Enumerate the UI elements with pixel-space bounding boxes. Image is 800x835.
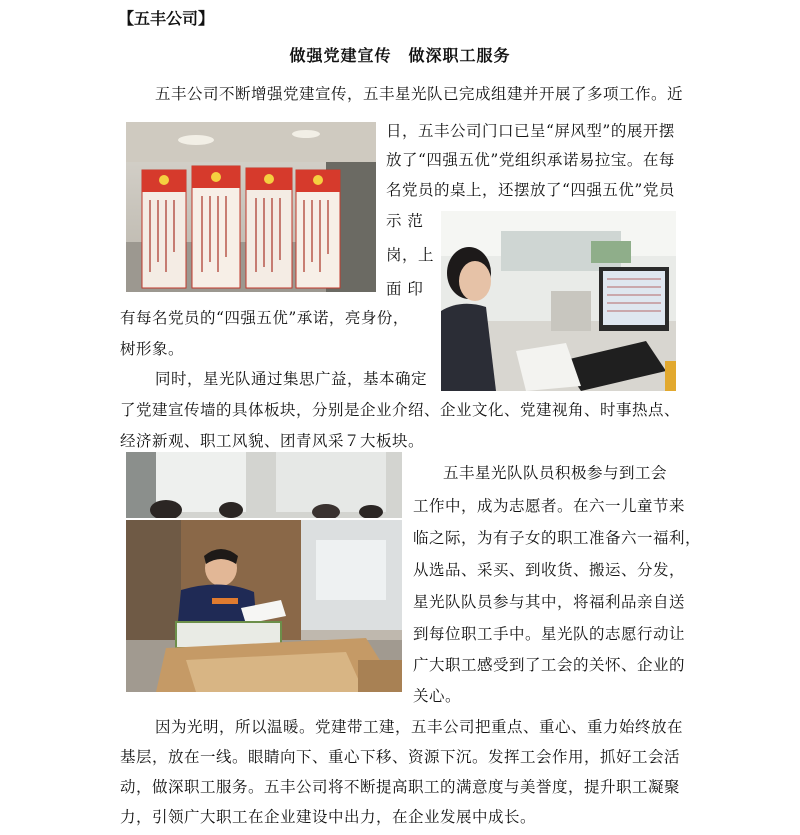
paragraph3-line1: 五丰星光队队员积极参与到工会 xyxy=(443,464,668,482)
paragraph1-line6: 岗，上 xyxy=(386,246,435,264)
office-desk-photo xyxy=(441,211,676,391)
paragraph1-line5: 示 范 xyxy=(386,212,424,230)
paragraph1-line1: 五丰公司不断增强党建宣传，五丰星光队已完成组建并开展了多项工作。近 xyxy=(155,85,684,103)
paragraph1-line4: 名党员的桌上，还摆放了“四强五优”党员 xyxy=(386,181,675,199)
paragraph4-line2: 基层，放在一线。眼睛向下、重心下移、资源下沉。发挥工会作用，抓好工会活 xyxy=(120,748,681,766)
paragraph3-line6: 到每位职工手中。星光队的志愿行动让 xyxy=(413,625,686,643)
paragraph4-line1: 因为光明，所以温暖。党建带工建，五丰公司把重点、重心、重力始终放在 xyxy=(155,718,684,736)
paragraph1-line7: 面 印 xyxy=(386,280,424,298)
paragraph1-line3: 放了“四强五优”党组织承诺易拉宝。在每 xyxy=(386,151,675,169)
paragraph3-line5: 星光队队员参与其中，将福利品亲自送 xyxy=(413,593,686,611)
paragraph3-line2: 工作中，成为志愿者。在六一儿童节来 xyxy=(413,497,686,515)
paragraph1-line8: 有每名党员的“四强五优”承诺，亮身份， xyxy=(120,309,409,327)
paragraph3-line7: 广大职工感受到了工会的关怀、企业的 xyxy=(413,656,686,674)
paragraph1-line2: 日，五丰公司门口已呈“屏风型”的展开摆 xyxy=(386,122,675,140)
paragraph3-line4: 从选品、采买、到收货、搬运、分发， xyxy=(413,561,686,579)
article-title: 做强党建宣传 做深职工服务 xyxy=(289,46,511,65)
banners-photo xyxy=(126,122,376,292)
paragraph2-line1: 同时，星光队通过集思广益，基本确定 xyxy=(155,370,428,388)
paragraph4-line4: 力，引领广大职工在企业建设中出力，在企业发展中成长。 xyxy=(120,808,537,826)
meeting-room-photo xyxy=(126,452,402,518)
company-tag: 【五丰公司】 xyxy=(118,9,215,28)
paragraph2-line3: 经济新观、职工风貌、团青风采７大板块。 xyxy=(120,432,425,450)
paragraph3-line3: 临之际，为有子女的职工准备六一福利， xyxy=(413,529,702,547)
paragraph4-line3: 动，做深职工服务。五丰公司将不断提高职工的满意度与美誉度，提升职工凝聚 xyxy=(120,778,681,796)
paragraph2-line2: 了党建宣传墙的具体板块，分别是企业介绍、企业文化、党建视角、时事热点、 xyxy=(120,401,681,419)
volunteer-boxes-photo xyxy=(126,520,402,692)
paragraph3-line8: 关心。 xyxy=(413,687,462,705)
paragraph1-line9: 树形象。 xyxy=(120,340,185,358)
